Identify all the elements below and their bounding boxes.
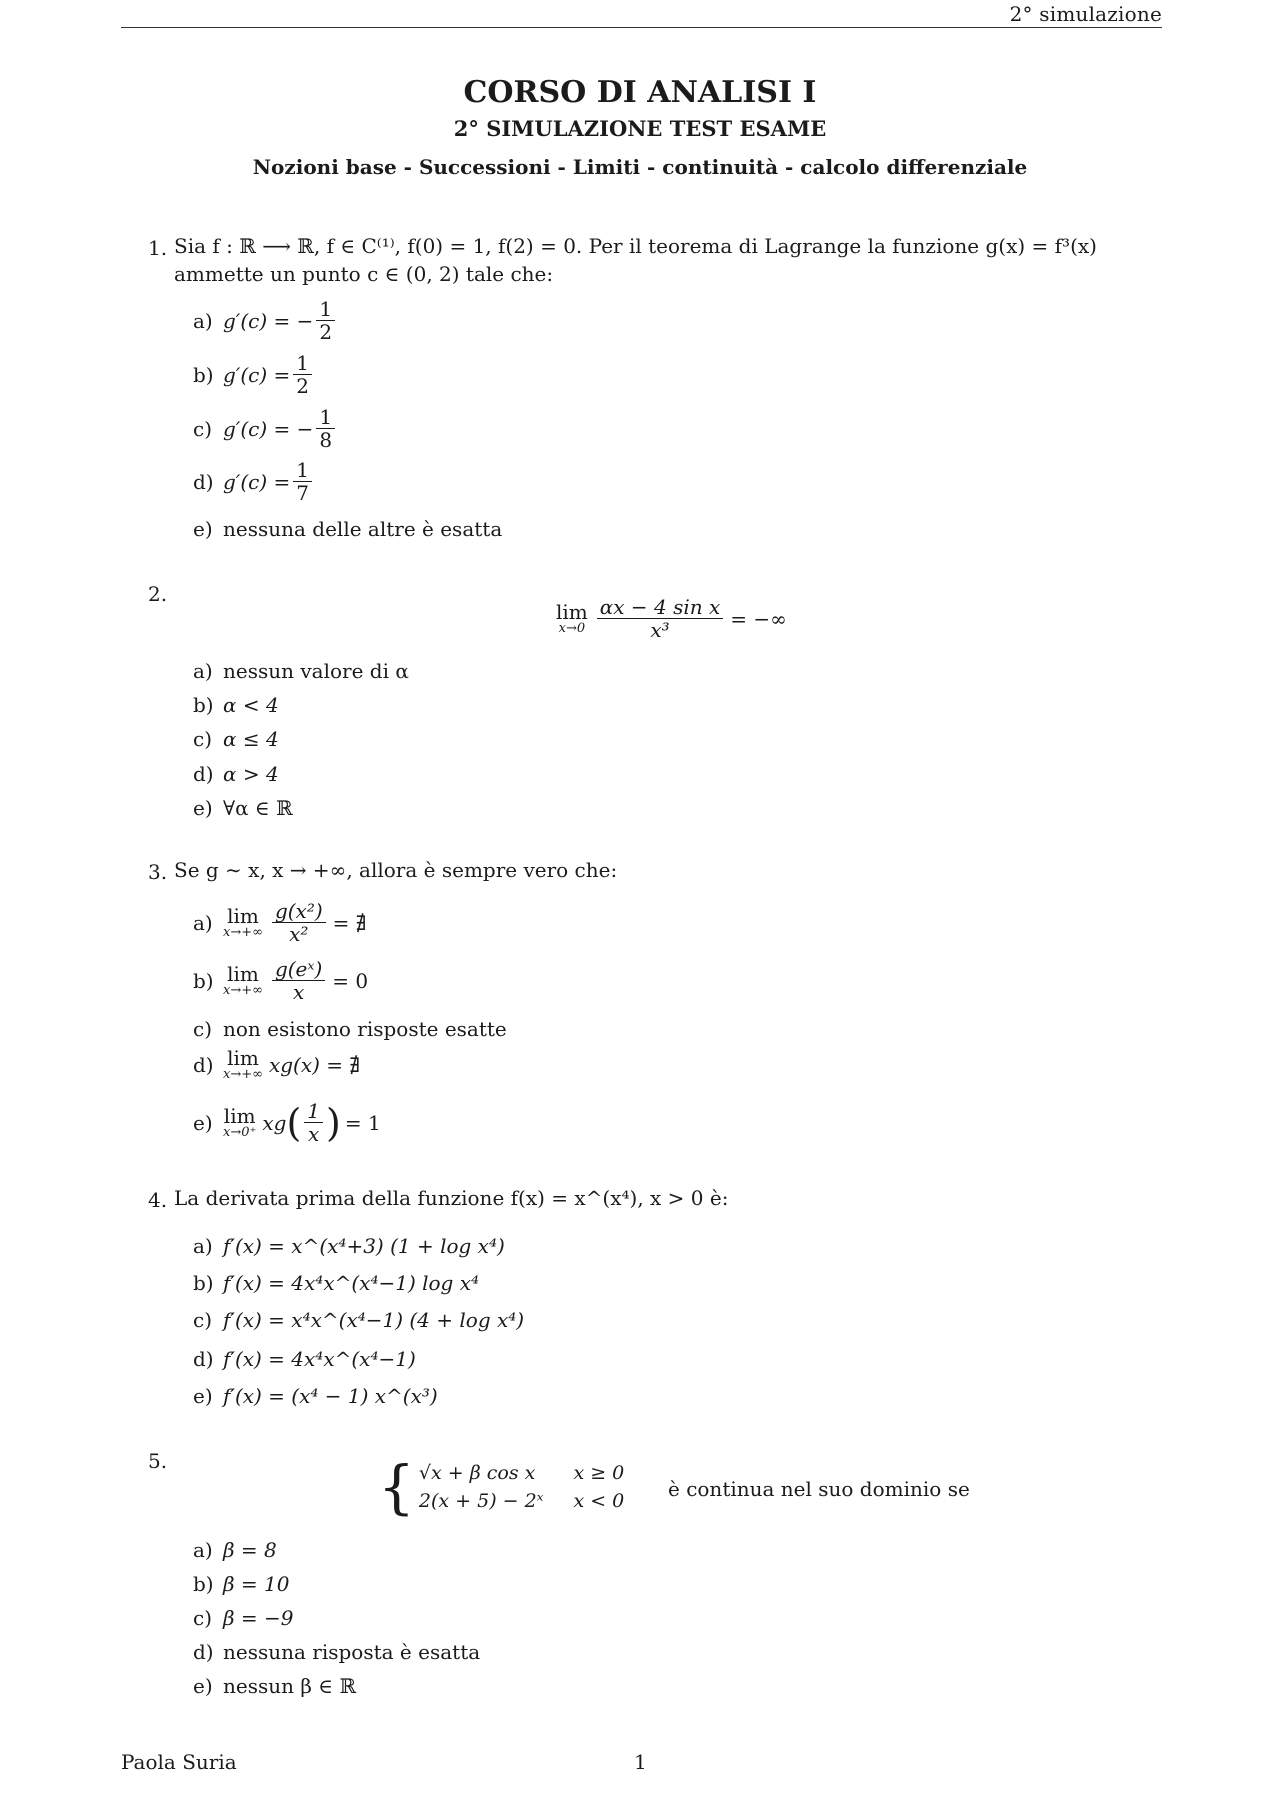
limit [223,961,263,998]
option-text: ∀α ∈ ℝ [223,796,293,820]
q3-option-e [193,1100,381,1145]
q5-option-a [193,1538,277,1562]
q3-option-d [193,1048,360,1082]
option-text: nessuna risposta è esatta [223,1640,481,1664]
fraction [272,958,325,1003]
limit-word: lim [227,903,259,928]
fraction [316,406,335,451]
q5-option-c [193,1606,294,1630]
fraction [293,352,312,397]
option-label: b) [193,968,214,993]
q4-option-a [193,1234,505,1258]
case2-condition: x < 0 [573,1490,625,1512]
option-label: d) [193,1640,214,1664]
limit-subscript: x→+∞ [223,1067,263,1082]
q4-text: La derivata prima della funzione f(x) = x^(x⁴), x > 0 è: [174,1186,729,1210]
q4-option-b [193,1271,479,1295]
q4-number: 4. [148,1188,168,1212]
q5-piecewise-function [378,1453,625,1521]
fraction-den: 2 [319,320,333,344]
fraction-den: 7 [296,481,309,505]
q1-text-line1: Sia f : ℝ ⟶ ℝ, f ∈ C⁽¹⁾, f(0) = 1, f(2) = 0. Per il teorema di Lagrange la funzione g(x) = f³(x) [174,234,1097,258]
running-head: 2° simulazione [1009,2,1162,26]
option-text: f′(x) = x⁴x^(x⁴−1) (4 + log x⁴) [223,1308,525,1332]
option-text: f′(x) = 4x⁴x^(x⁴−1) log x⁴ [223,1271,479,1295]
fraction-den: x³ [650,618,670,642]
q2-option-b [193,693,279,717]
fraction [293,459,312,504]
option-label: e) [193,1674,213,1698]
option-text: β = −9 [223,1606,294,1630]
option-text: β = 10 [223,1572,290,1596]
q4-option-e [193,1384,438,1408]
option-label: e) [193,517,213,541]
option-lhs: g′(c) = − [223,308,314,333]
limit-subscript: x→0⁺ [223,1124,257,1140]
q2-option-d [193,762,279,786]
limit [223,903,263,940]
q3-option-a [193,900,367,945]
option-label: d) [193,1347,214,1371]
option-text: α ≤ 4 [223,727,279,751]
q1-number: 1. [148,236,168,260]
q1-option-d [193,459,315,504]
q5-number: 5. [148,1449,168,1473]
option-lhs: g′(c) = [223,469,291,494]
fraction-num: 1 [304,1100,323,1123]
page-title: CORSO DI ANALISI I [463,75,817,110]
fraction-num: g(x²) [272,900,326,923]
limit [556,599,588,636]
footer-author: Paola Suria [121,1750,237,1774]
option-label: c) [193,416,213,441]
option-label: d) [193,469,214,494]
option-label: b) [193,362,214,387]
option-label: e) [193,1384,213,1408]
q2-option-e [193,796,293,820]
q3-number: 3. [148,860,168,884]
option-label: c) [193,1606,213,1630]
limit [223,1048,263,1082]
limit-rhs: = 0 [332,968,369,993]
option-text: f′(x) = (x⁴ − 1) x^(x³) [223,1384,438,1408]
q3-option-b [193,958,368,1003]
q5-option-d [193,1640,480,1664]
fraction-den: x [292,980,305,1004]
option-label: a) [193,1538,213,1562]
option-label: a) [193,910,213,935]
q1-option-b [193,352,315,397]
fraction-den: 8 [319,428,333,452]
footer-page-number: 1 [634,1750,647,1774]
fraction-den: 2 [296,374,309,398]
q5-tail-text: è continua nel suo dominio se [668,1477,970,1501]
option-label: e) [193,796,213,820]
q5-option-e [193,1674,356,1698]
q1-option-e [193,517,502,541]
fraction-num: 1 [293,459,312,482]
left-brace: { [378,1453,415,1521]
option-label: b) [193,1271,214,1295]
limit-rhs: = ∄ [332,910,367,935]
option-label: a) [193,1234,213,1258]
option-label: b) [193,1572,214,1596]
q1-text-line2: ammette un punto c ∈ (0, 2) tale che: [174,262,554,286]
fraction-num: 1 [316,298,335,321]
limit-word: lim [223,1103,256,1128]
limit-rhs: = 1 [344,1110,381,1135]
option-label: d) [193,1053,214,1077]
fraction-num: g(eˣ) [272,958,325,981]
q2-number: 2. [148,582,168,606]
option-label: a) [193,659,213,683]
q2-option-c [193,727,279,751]
option-label: c) [193,1017,213,1041]
option-text: α < 4 [223,693,279,717]
limit [223,1103,257,1140]
option-label: a) [193,308,213,333]
fraction-den: x² [289,922,309,946]
option-lhs: g′(c) = − [223,416,314,441]
q1-option-a [193,298,338,343]
fraction [304,1100,323,1145]
option-text: non esistono risposte esatte [223,1017,507,1041]
limit-word: lim [227,1046,259,1070]
topics-line: Nozioni base - Successioni - Limiti - continuità - calcolo differenziale [252,155,1028,179]
option-lhs: g′(c) = [223,362,291,387]
limit-subscript: x→+∞ [223,982,263,998]
limit-word: lim [227,961,259,986]
option-text: f′(x) = 4x⁴x^(x⁴−1) [223,1347,416,1371]
case2-expression: 2(x + 5) − 2ˣ [418,1490,544,1512]
limit-rhs: = −∞ [730,606,787,631]
option-label: c) [193,1308,213,1332]
limit-word: lim [556,599,588,624]
option-text: β = 8 [223,1538,277,1562]
fraction-num: 1 [316,406,335,429]
option-text: α > 4 [223,762,279,786]
option-label: b) [193,693,214,717]
option-text: nessun valore di α [223,659,409,683]
q4-option-d [193,1347,416,1371]
fraction [272,900,326,945]
option-label: d) [193,762,214,786]
left-paren: ( [286,1100,302,1145]
q4-option-c [193,1308,524,1332]
page-subtitle: 2° SIMULAZIONE TEST ESAME [453,116,827,141]
limit-subscript: x→+∞ [223,924,263,940]
q2-option-a [193,659,409,683]
q1-option-c [193,406,338,451]
function-name: xg [262,1110,287,1135]
limit-expression: xg(x) = ∄ [268,1053,361,1077]
right-paren: ) [326,1100,341,1145]
option-text: nessuna delle altre è esatta [223,517,503,541]
header-rule [121,27,1162,28]
fraction [316,298,335,343]
q3-option-c [193,1017,507,1041]
q5-option-b [193,1572,289,1596]
fraction-den: x [308,1122,320,1146]
case1-condition: x ≥ 0 [573,1462,625,1484]
fraction-num: αx − 4 sin x [597,596,724,619]
q3-text: Se g ∼ x, x → +∞, allora è sempre vero che: [174,858,618,882]
case1-expression: √x + β cos x [418,1462,536,1484]
option-label: c) [193,727,213,751]
option-text: f′(x) = x^(x⁴+3) (1 + log x⁴) [223,1234,505,1258]
fraction-num: 1 [293,352,312,375]
fraction [597,596,724,641]
piecewise-cases [419,1462,624,1512]
q2-limit-expression [556,596,787,641]
limit-subscript: x→0 [558,620,586,636]
option-text: nessun β ∈ ℝ [223,1674,357,1698]
option-label: e) [193,1110,213,1135]
